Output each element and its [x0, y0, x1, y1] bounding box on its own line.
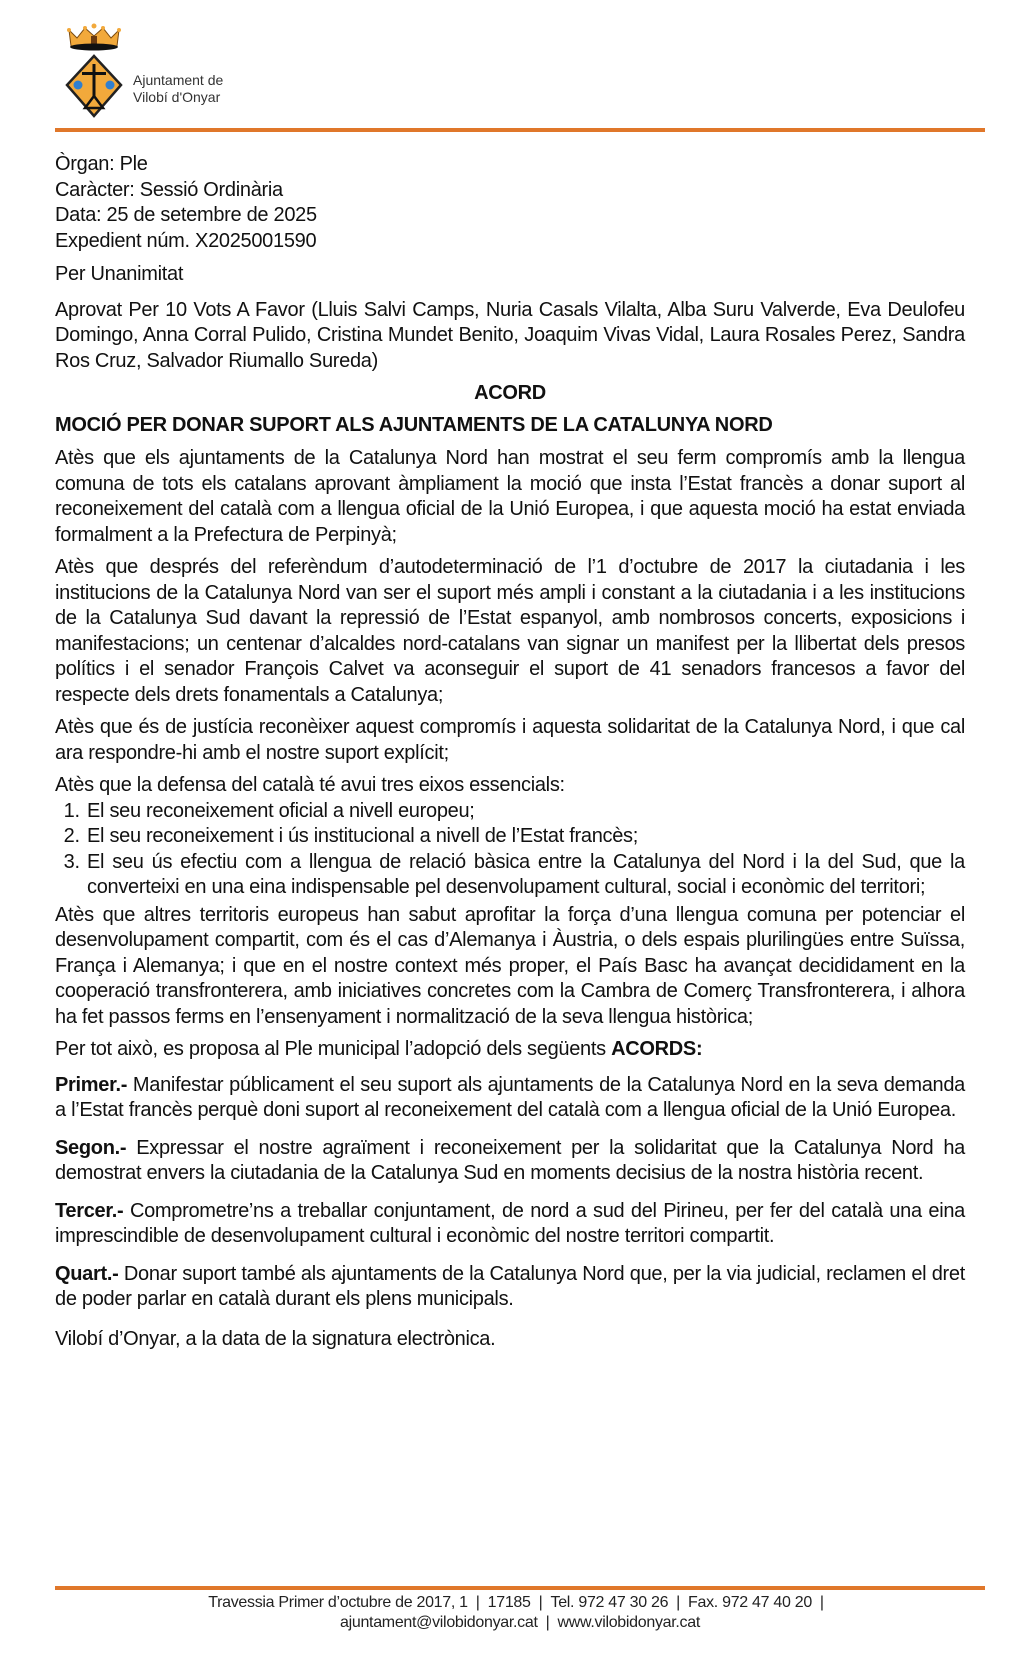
closing-line: Vilobí d’Onyar, a la data de la signatura electrònica.: [55, 1327, 496, 1350]
footer-separator: |: [819, 1594, 824, 1611]
footer-fax: Fax. 972 47 40 20: [688, 1594, 812, 1611]
letterhead: [55, 22, 985, 132]
proposal: [55, 1037, 965, 1063]
vote-result: Per Unanimitat: [55, 263, 184, 285]
org-name-line1: Ajuntament de: [133, 72, 224, 88]
list-item: 2. El seu reconeixement i ús institucional a nivell de l’Estat francès;: [85, 824, 965, 850]
agreement-item: [55, 1199, 965, 1250]
meta-organ: Òrgan: Ple: [55, 153, 148, 175]
footer-separator: |: [676, 1594, 681, 1611]
proposal-text: Per tot això, es proposa al Ple municipal l’adopció dels següents: [55, 1038, 612, 1060]
motion-title: MOCIÓ PER DONAR SUPORT ALS AJUNTAMENTS DE LA CATALUNYA NORD: [55, 413, 773, 436]
footer-address: Travessia Primer d’octubre de 2017, 1: [208, 1594, 468, 1611]
agreement-item: [55, 1136, 965, 1187]
paragraph: Atès que altres territoris europeus han sabut aprofitar la força d’una llengua comuna per potenciar el desenvolupament compartit, com és el cas d’Alemanya i Àustria, o dels espais plurilingües entre Suïssa, França i Alemanya; i que en el nostre context més proper, el País Basc ha avançat decididament en la cooperació transfronterera, amb iniciatives concretes com la Cambra de Comerç Transfronterera, i alhora ha fet passos ferms en l’ensenyament i normalització de la seva llengua històrica;: [55, 903, 965, 1028]
agreement-label: Primer.-: [55, 1073, 128, 1096]
footer-separator: |: [538, 1594, 543, 1611]
paragraph: Atès que la defensa del català té avui tres eixos essencials:: [55, 774, 565, 796]
footer-website[interactable]: www.vilobidonyar.cat: [557, 1614, 700, 1631]
agreement-item: [55, 1073, 965, 1124]
agreement-label: Quart.-: [55, 1262, 119, 1285]
organization-name: [133, 72, 223, 106]
axes-list: [55, 799, 965, 901]
agreement-item: [55, 1262, 965, 1313]
agreement-text: Manifestar públicament el seu suport als ajuntaments de la Catalunya Nord en la seva demanda a l’Estat francès perquè doni suport al reconeixement del català com a llengua oficial de la Unió Europea.: [55, 1073, 965, 1121]
list-item: 3. El seu ús efectiu com a llengua de relació bàsica entre la Catalunya del Nord i la del Sud, que la converteixi en una eina indispensable pel desenvolupament cultural, social i econòmic del territori;: [85, 850, 965, 901]
footer-separator: |: [475, 1594, 480, 1611]
document-body: [55, 152, 965, 1359]
vote-detail: Aprovat Per 10 Vots A Favor (Lluis Salvi Camps, Nuria Casals Vilalta, Alba Suru Valverde, Eva Deulofeu Domingo, Anna Corral Pulido, Cristina Mundet Benito, Joaquim Vivas Vidal, Laura Rosales Perez, Sandra Ros Cruz, Salvador Riumallo Sureda): [55, 298, 965, 372]
org-name-line2: Vilobí d'Onyar: [133, 89, 221, 105]
footer-postal-code: 17185: [487, 1594, 531, 1611]
agreement-label: Tercer.-: [55, 1199, 124, 1222]
section-title: ACORD: [474, 382, 546, 404]
meta-expedient: Expedient núm. X2025001590: [55, 229, 317, 252]
agreement-label: Segon.-: [55, 1136, 127, 1159]
meta-date: Data: 25 de setembre de 2025: [55, 204, 317, 226]
proposal-bold: ACORDS:: [611, 1038, 703, 1060]
meta-caracter: Caràcter: Sessió Ordinària: [55, 178, 283, 201]
agreement-text: Expressar el nostre agraïment i reconeixement per la solidaritat que la Catalunya Nord ha demostrat envers la ciutadania de la Catalunya Sud en moments decisius de la nostra història recent.: [55, 1136, 965, 1184]
footer-separator: |: [545, 1614, 550, 1631]
paragraph: Atès que els ajuntaments de la Catalunya Nord han mostrat el seu ferm compromís amb la llengua comuna de tots els catalans aprovant àmpliament la moció que insta l’Estat francès a donar suport al reconeixement del català com a llengua oficial de la Unió Europea, i que aquesta moció ha estat enviada formalment a la Prefectura de Perpinyà;: [55, 447, 965, 546]
paragraph: Atès que després del referèndum d’autodeterminació de l’1 d’octubre de 2017 la ciutadania i les institucions de la Catalunya Nord van ser el suport més ampli i constant a la ciutadania i a les institucions de la Catalunya Sud davant la repressió de l’Estat espanyol, amb nombrosos concerts, exposicions i manifestacions; un centenar d’alcaldes nord-catalans van signar un manifest per la llibertat dels presos polítics i el senador François Calvet va aconseguir el suport de 41 senadors francesos a favor del respecte dels drets fonamentals a Catalunya;: [55, 556, 965, 706]
header-divider: [55, 128, 985, 132]
municipal-crest-icon: [63, 22, 125, 122]
footer-line1: [55, 1593, 985, 1613]
footer: [55, 1593, 985, 1633]
footer-phone: Tel. 972 47 30 26: [550, 1594, 669, 1611]
agreement-text: Donar suport també als ajuntaments de la Catalunya Nord que, per la via judicial, reclamen el dret de poder parlar en català durant els plens municipals.: [55, 1262, 965, 1310]
footer-divider: [55, 1586, 985, 1590]
agreement-text: Comprometre’ns a treballar conjuntament, de nord a sud del Pirineu, per fer del català una eina imprescindible de desenvolupament cultural i econòmic del nostre territori compartit.: [55, 1199, 965, 1247]
footer-email[interactable]: ajuntament@vilobidonyar.cat: [340, 1614, 538, 1631]
footer-line2: [55, 1613, 985, 1633]
paragraph: Atès que és de justícia reconèixer aquest compromís i aquesta solidaritat de la Catalunya Nord, i que cal ara respondre-hi amb el nostre suport explícit;: [55, 716, 965, 764]
list-item: 1. El seu reconeixement oficial a nivell europeu;: [85, 799, 965, 825]
